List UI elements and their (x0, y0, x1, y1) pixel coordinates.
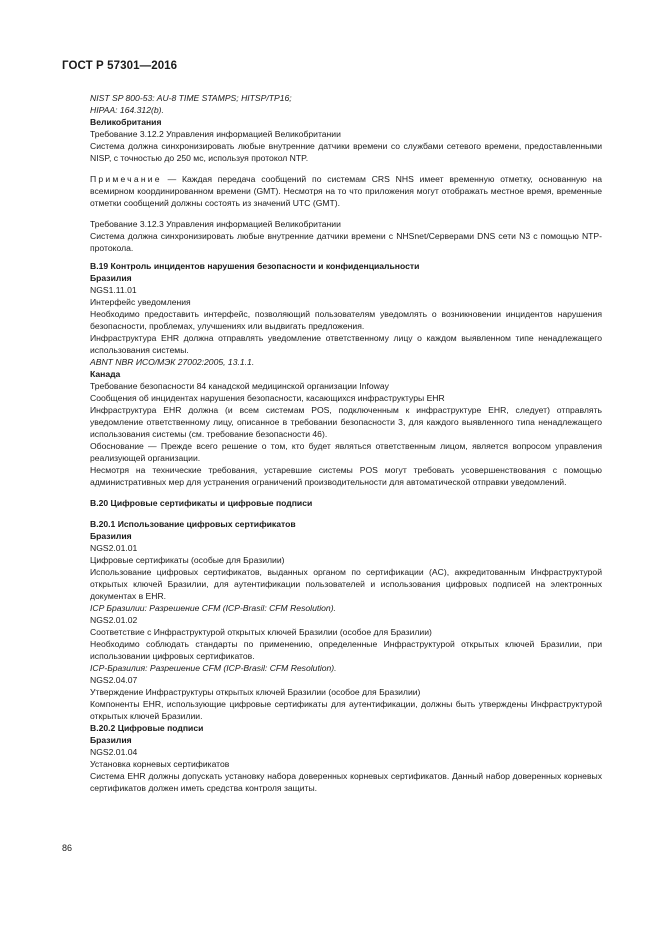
subsection-heading: B.20.2 Цифровые подписи (90, 723, 204, 733)
requirement-code: NGS2.01.01 (90, 543, 138, 553)
paragraph: Обоснование — Прежде всего решение о том, кто будет являться ответственным лицом, является вопросом управления реализующей организации. (90, 441, 602, 463)
requirement-title: Установка корневых сертификатов (90, 759, 230, 769)
requirement-code: NGS2.01.02 (90, 615, 138, 625)
paragraph: Несмотря на технические требования, устаревшие системы POS могут требовать усовершенствования с помощью административных мер для устранения ограничений производительности для автоматической отправки уведомлений. (90, 465, 602, 487)
requirement-title: Требование 3.12.3 Управления информацией Великобритании (90, 219, 341, 229)
reference-line: NIST SP 800-53: AU-8 TIME STAMPS; HITSP/TP16; (90, 93, 292, 103)
country-heading: Бразилия (90, 735, 132, 745)
note-paragraph (90, 173, 602, 209)
subsection-heading: B.20.1 Использование цифровых сертификатов (90, 519, 296, 529)
requirement-title: Цифровые сертификаты (особые для Бразилии) (90, 555, 285, 565)
paragraph: Необходимо предоставить интерфейс, позволяющий пользователям уведомлять о возникновении инцидентов нарушения безопасности, проблемах, улучшениях или выдвигать предложения. (90, 309, 602, 331)
paragraph: Компоненты EHR, использующие цифровые сертификаты для аутентификации, должны быть утверждены Инфраструктурой открытых ключей Бразилии. (90, 699, 602, 721)
paragraph: Система должна синхронизировать любые внутренние датчики времени со службами сетевого времени, предоставленными NISP, с точностью до 250 мс, используя протокол NTP. (90, 141, 602, 163)
requirement-title: Требование 3.12.2 Управления информацией Великобритании (90, 129, 341, 139)
reference-line: HIPAA: 164.312(b). (90, 105, 164, 115)
paragraph: Инфраструктура EHR должна (и всем системам POS, подключенным к инфраструктуре EHR, следует) отправлять уведомление ответственному лицу, описанное в требовании безопасности 3, для каждого выявленного типа ненадлежащего использования системы (см. требование безопасности 46). (90, 405, 602, 439)
section-heading: B.19 Контроль инцидентов нарушения безопасности и конфиденциальности (90, 261, 420, 271)
section-heading: B.20 Цифровые сертификаты и цифровые подписи (90, 498, 313, 508)
requirement-code: NGS2.01.04 (90, 747, 138, 757)
document-header: ГОСТ Р 57301—2016 (62, 60, 178, 72)
paragraph: Система должна синхронизировать любые внутренние датчики времени с NHSnet/Серверами DNS сети N3 с помощью NTP-протокола. (90, 231, 602, 253)
requirement-title: Требование безопасности 84 канадской медицинской организации Infoway (90, 381, 389, 391)
paragraph: Система EHR должны допускать установку набора доверенных корневых сертификатов. Данный набор доверенных корневых сертификатов должен иметь средства контроля защиты. (90, 771, 602, 793)
requirement-code: NGS2.04.07 (90, 675, 138, 685)
requirement-title: Интерфейс уведомления (90, 297, 191, 307)
paragraph: Использование цифровых сертификатов, выданных органом по сертификации (AC), аккредитованным Инфраструктурой открытых ключей Бразилии, для аутентификации пользователей и использования цифровых подписей на электронных документах в EHR. (90, 567, 602, 601)
paragraph: Сообщения об инцидентах нарушения безопасности, касающихся инфраструктуры EHR (90, 393, 445, 403)
reference-line: ICP-Бразилия: Разрешение CFM (ICP-Brasil: CFM Resolution). (90, 663, 337, 673)
country-heading: Бразилия (90, 273, 132, 283)
country-heading: Бразилия (90, 531, 132, 541)
paragraph: Необходимо соблюдать стандарты по применению, определенные Инфраструктурой открытых ключей Бразилии, при использовании цифровых сертификатов. (90, 639, 602, 661)
document-body (90, 92, 602, 794)
note-label: Примечание (90, 174, 162, 184)
paragraph: Инфраструктура EHR должна отправлять уведомление ответственному лицу о каждом выявленном типе ненадлежащего использования системы. (90, 333, 602, 355)
note-text: — Каждая передача сообщений по системам CRS NHS имеет временную отметку, основанную на всемирном координированном времени (GMT). Несмотря на то что приложения могут отображать местное время, временные отметки сообщений должны состоять из значений UTC (GMT). (90, 174, 602, 208)
reference-line: ICP Бразилии: Разрешение CFM (ICP-Brasil: CFM Resolution). (90, 603, 336, 613)
requirement-code: NGS1.11.01 (90, 285, 137, 295)
requirement-title: Соответствие с Инфраструктурой открытых ключей Бразилии (особое для Бразилии) (90, 627, 432, 637)
country-heading: Канада (90, 369, 121, 379)
reference-line: ABNT NBR ИСО/МЭК 27002:2005, 13.1.1. (90, 357, 255, 367)
page-number: 86 (62, 843, 73, 853)
country-heading: Великобритания (90, 117, 162, 127)
requirement-title: Утверждение Инфраструктуры открытых ключей Бразилии (особое для Бразилии) (90, 687, 421, 697)
